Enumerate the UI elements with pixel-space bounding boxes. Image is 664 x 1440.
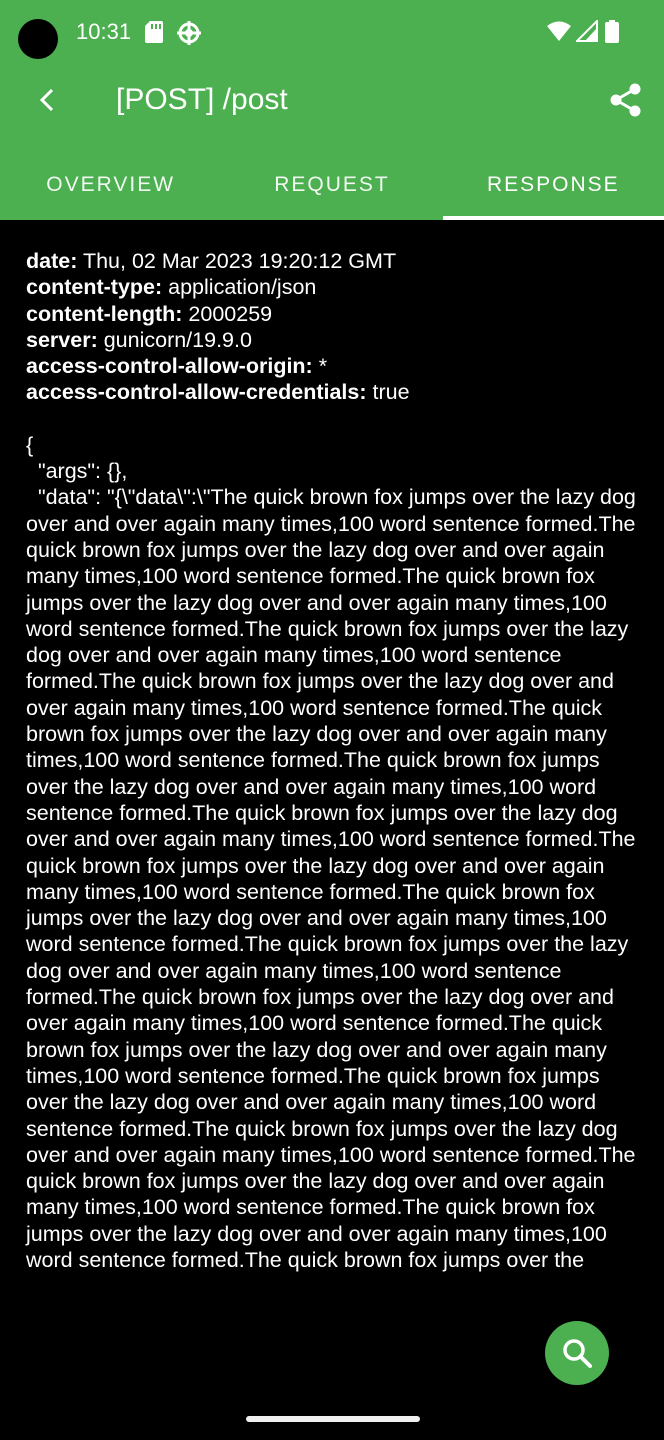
search-button[interactable] — [545, 1321, 609, 1385]
sd-card-icon — [144, 20, 164, 44]
header-name: content-length: — [26, 301, 183, 326]
tab-request-label: REQUEST — [274, 173, 390, 196]
header-value: * — [312, 354, 328, 379]
camera-cutout — [18, 19, 58, 59]
header-name: server: — [26, 327, 98, 352]
search-icon — [560, 1336, 594, 1370]
header-row — [26, 353, 641, 379]
header-row — [26, 274, 641, 300]
app-bar — [0, 0, 664, 220]
header-row — [26, 248, 641, 274]
back-arrow-icon[interactable] — [30, 80, 70, 120]
battery-icon — [604, 20, 620, 44]
header-name: content-type: — [26, 275, 163, 300]
wifi-icon — [546, 20, 572, 42]
header-value: true — [366, 380, 410, 405]
status-bar — [0, 0, 664, 64]
header-value: application/json — [162, 275, 317, 300]
header-row — [26, 379, 641, 405]
header-value: Thu, 02 Mar 2023 19:20:12 GMT — [77, 249, 397, 273]
header-name: access-control-allow-credentials: — [26, 380, 367, 405]
header-value: 2000259 — [182, 301, 273, 326]
page-title: [POST] /post — [116, 83, 288, 116]
header-row — [26, 327, 641, 353]
tab-overview-label: OVERVIEW — [46, 173, 176, 196]
share-icon[interactable] — [606, 80, 646, 120]
header-row — [26, 301, 641, 327]
cellular-signal-icon — [576, 20, 598, 42]
response-content — [26, 248, 641, 1273]
tab-response-label: RESPONSE — [486, 173, 620, 196]
tab-request[interactable] — [221, 150, 442, 220]
toolbar — [0, 64, 664, 136]
debug-icon — [176, 20, 202, 46]
status-time: 10:31 — [76, 19, 132, 44]
active-tab-indicator — [443, 216, 664, 220]
home-indicator[interactable] — [246, 1416, 420, 1422]
header-name: access-control-allow-origin: — [26, 354, 313, 379]
response-body: { "args": {}, "data": "{\"data\":\"The quick brown fox jumps over the lazy dog over and over again many times,100 word sentence formed.The quick brown fox jumps over the lazy dog over and over again many times,100 word sentence formed.The quick brown fox jumps over the lazy dog over and over again many times,100 word sentence formed.The quick brown fox jumps over the lazy dog over and over again many times,100 word sentence formed.The quick brown fox jumps over the lazy dog over and over again many times,100 word sentence formed.The quick brown fox jumps over the lazy dog over and over again many times,100 word sentence formed.The quick brown fox jumps over the lazy dog over and over again many times,100 word sentence formed.The quick brown fox jumps over the lazy dog over and over again many times,100 word sentence formed.The quick brown fox jumps over the lazy dog over and over again many times,100 word sentence formed.The quick brown fox jumps over the lazy dog over and over again many times,100 word sentence formed.The quick brown fox jumps over the lazy dog over and over again many times,100 word sentence formed.The quick brown fox jumps over the lazy dog over and over again many times,100 word sentence formed.The quick brown fox jumps over the lazy dog over and over again many times,100 word sentence formed.The quick brown fox jumps over the lazy dog over and over again many times,100 word sentence formed.The quick brown fox jumps over the lazy dog over and over again many times,100 word sentence formed.The quick brown fox jumps over the lazy dog over and over again many times,100 word sentence formed.The quick brown fox jumps over the lazy dog over and over again many times,100 word sentence formed.The quick brown fox jumps over the — [26, 432, 636, 1272]
tab-response[interactable] — [443, 150, 664, 220]
header-value: gunicorn/19.9.0 — [97, 327, 252, 352]
header-name: date: — [26, 249, 78, 273]
tab-overview[interactable] — [0, 150, 221, 220]
tab-bar — [0, 150, 664, 220]
